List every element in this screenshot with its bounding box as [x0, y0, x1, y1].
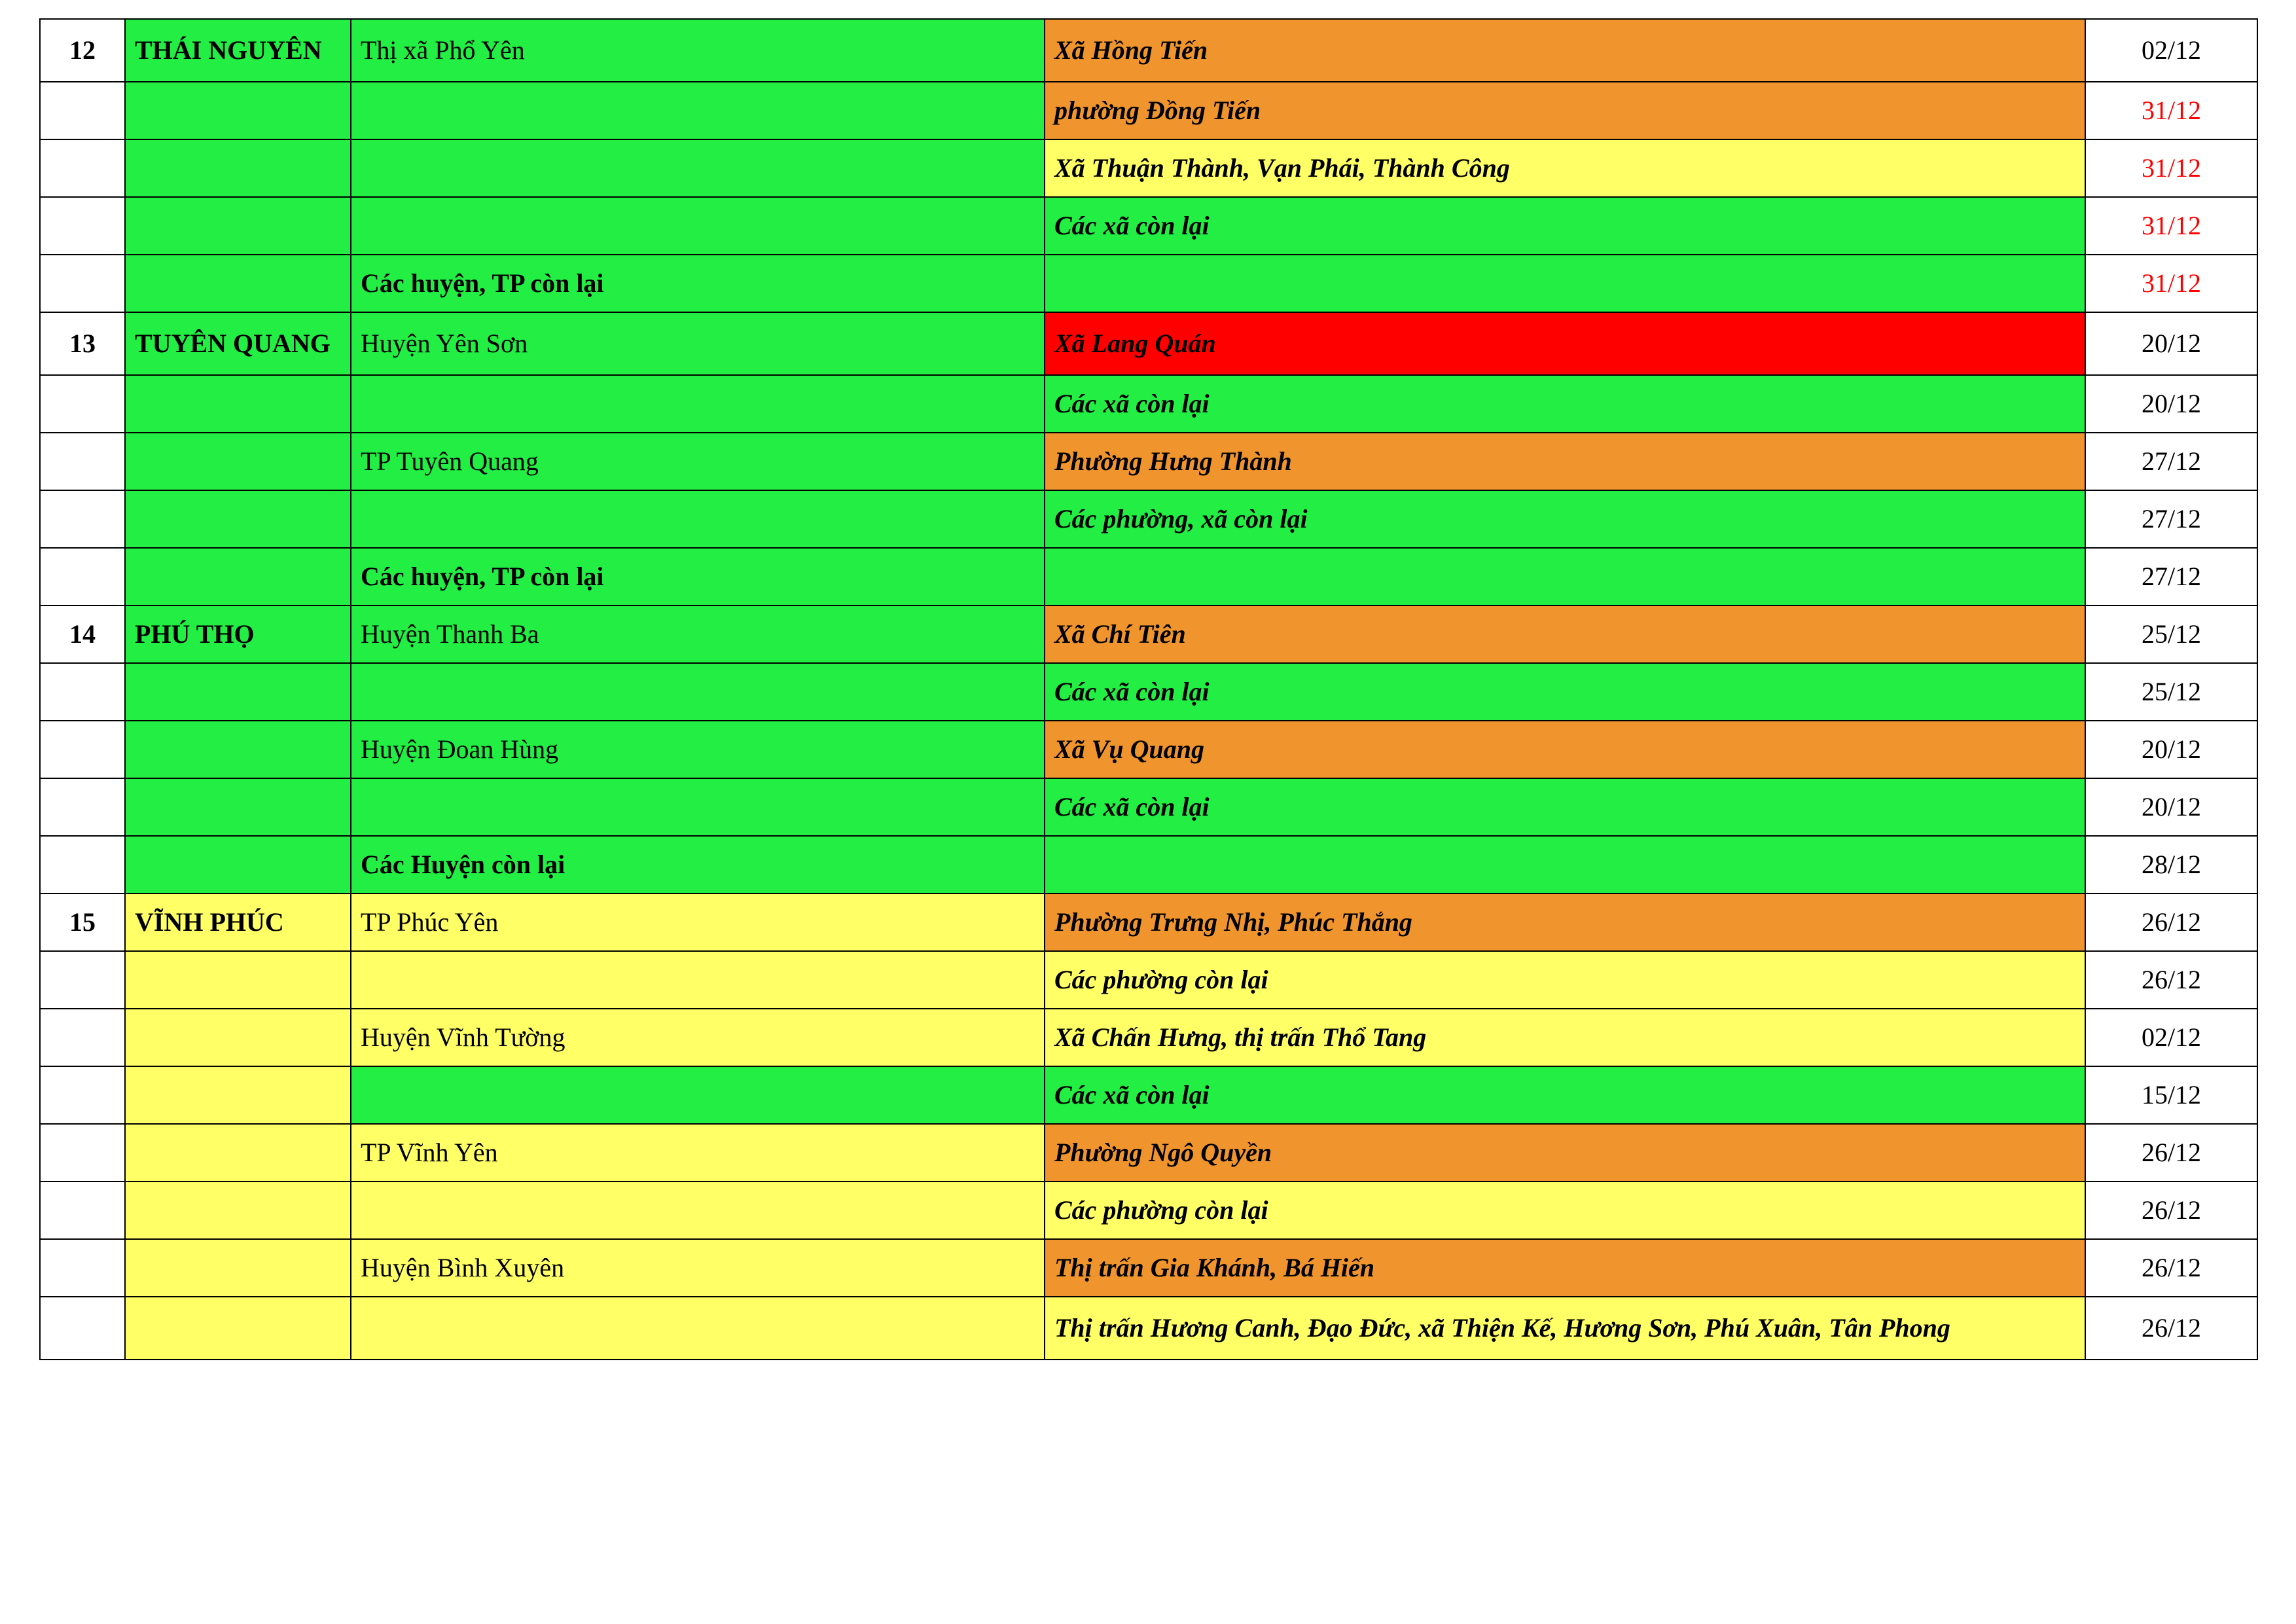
cell-province: [125, 433, 351, 490]
cell-date: 02/12: [2085, 1009, 2257, 1066]
cell-date: 27/12: [2085, 433, 2257, 490]
cell-date: 31/12: [2085, 82, 2257, 139]
cell-province: [125, 375, 351, 433]
cell-province: [125, 836, 351, 893]
cell-ward: Xã Chấn Hưng, thị trấn Thổ Tang: [1045, 1009, 2085, 1066]
table-row: [40, 197, 2257, 255]
cell-ward: Các xã còn lại: [1045, 197, 2085, 255]
cell-province: [125, 82, 351, 139]
cell-index: [40, 1239, 125, 1297]
cell-index: 12: [40, 19, 125, 82]
table-row: [40, 548, 2257, 605]
cell-province: [125, 951, 351, 1009]
cell-ward: Các xã còn lại: [1045, 778, 2085, 836]
cell-district: [351, 490, 1045, 548]
cell-index: [40, 1009, 125, 1066]
table-row: [40, 721, 2257, 778]
cell-date: 02/12: [2085, 19, 2257, 82]
cell-index: [40, 1297, 125, 1360]
cell-index: [40, 375, 125, 433]
cell-province: [125, 490, 351, 548]
cell-district: Huyện Vĩnh Tường: [351, 1009, 1045, 1066]
cell-ward: Phường Ngô Quyền: [1045, 1124, 2085, 1182]
cell-province: THÁI NGUYÊN: [125, 19, 351, 82]
cell-province: PHÚ THỌ: [125, 605, 351, 663]
cell-date: 26/12: [2085, 1182, 2257, 1239]
cell-index: [40, 197, 125, 255]
table-row: [40, 82, 2257, 139]
cell-index: [40, 548, 125, 605]
cell-index: [40, 663, 125, 721]
cell-date: 31/12: [2085, 139, 2257, 197]
cell-date: 26/12: [2085, 951, 2257, 1009]
cell-index: [40, 721, 125, 778]
cell-ward: Xã Hồng Tiến: [1045, 19, 2085, 82]
cell-district: [351, 82, 1045, 139]
cell-date: 27/12: [2085, 548, 2257, 605]
cell-ward: [1045, 548, 2085, 605]
cell-ward: Các phường còn lại: [1045, 1182, 2085, 1239]
table-row: [40, 433, 2257, 490]
cell-index: [40, 836, 125, 893]
table-row: [40, 1239, 2257, 1297]
cell-ward: Xã Lang Quán: [1045, 312, 2085, 375]
cell-ward: Phường Hưng Thành: [1045, 433, 2085, 490]
table-row: [40, 312, 2257, 375]
cell-ward: Xã Thuận Thành, Vạn Phái, Thành Công: [1045, 139, 2085, 197]
cell-ward: Thị trấn Hương Canh, Đạo Đức, xã Thiện Kế, Hương Sơn, Phú Xuân, Tân Phong: [1045, 1297, 2085, 1360]
cell-district: [351, 375, 1045, 433]
cell-province: TUYÊN QUANG: [125, 312, 351, 375]
cell-ward: Xã Vụ Quang: [1045, 721, 2085, 778]
table-row: [40, 663, 2257, 721]
cell-ward: Các phường còn lại: [1045, 951, 2085, 1009]
cell-district: Huyện Đoan Hùng: [351, 721, 1045, 778]
cell-district: [351, 951, 1045, 1009]
cell-index: [40, 82, 125, 139]
cell-date: 26/12: [2085, 893, 2257, 951]
cell-index: [40, 139, 125, 197]
cell-province: [125, 255, 351, 312]
cell-index: 13: [40, 312, 125, 375]
cell-province: [125, 1182, 351, 1239]
table-row: [40, 778, 2257, 836]
cell-index: [40, 1182, 125, 1239]
cell-district: Huyện Yên Sơn: [351, 312, 1045, 375]
cell-date: 20/12: [2085, 721, 2257, 778]
table-row: [40, 139, 2257, 197]
table-row: [40, 19, 2257, 82]
cell-district: [351, 663, 1045, 721]
cell-date: 26/12: [2085, 1239, 2257, 1297]
cell-province: [125, 139, 351, 197]
cell-index: [40, 1124, 125, 1182]
table-row: [40, 951, 2257, 1009]
cell-date: 25/12: [2085, 605, 2257, 663]
cell-district: Các huyện, TP còn lại: [351, 255, 1045, 312]
cell-ward: Các xã còn lại: [1045, 1066, 2085, 1124]
cell-ward: Các phường, xã còn lại: [1045, 490, 2085, 548]
cell-ward: phường Đồng Tiến: [1045, 82, 2085, 139]
table-row: [40, 836, 2257, 893]
cell-date: 25/12: [2085, 663, 2257, 721]
cell-date: 20/12: [2085, 375, 2257, 433]
table-row: [40, 1066, 2257, 1124]
cell-date: 26/12: [2085, 1297, 2257, 1360]
cell-ward: [1045, 255, 2085, 312]
table-row: [40, 1009, 2257, 1066]
cell-district: [351, 1297, 1045, 1360]
cell-ward: Các xã còn lại: [1045, 375, 2085, 433]
cell-index: [40, 951, 125, 1009]
cell-province: [125, 1009, 351, 1066]
cell-district: TP Phúc Yên: [351, 893, 1045, 951]
table-row: [40, 490, 2257, 548]
cell-province: [125, 197, 351, 255]
cell-province: [125, 663, 351, 721]
cell-date: 31/12: [2085, 255, 2257, 312]
cell-index: 15: [40, 893, 125, 951]
cell-district: Các huyện, TP còn lại: [351, 548, 1045, 605]
cell-district: Huyện Bình Xuyên: [351, 1239, 1045, 1297]
cell-ward: [1045, 836, 2085, 893]
cell-ward: Phường Trưng Nhị, Phúc Thắng: [1045, 893, 2085, 951]
table-row: [40, 1182, 2257, 1239]
cell-date: 20/12: [2085, 778, 2257, 836]
cell-index: [40, 1066, 125, 1124]
cell-date: 27/12: [2085, 490, 2257, 548]
cell-ward: Xã Chí Tiên: [1045, 605, 2085, 663]
cell-date: 28/12: [2085, 836, 2257, 893]
cell-index: [40, 433, 125, 490]
cell-district: Huyện Thanh Ba: [351, 605, 1045, 663]
table-row: [40, 1297, 2257, 1360]
cell-index: 14: [40, 605, 125, 663]
covid-risk-level-table: [39, 18, 2258, 1360]
cell-index: [40, 778, 125, 836]
table-row: [40, 605, 2257, 663]
cell-district: Thị xã Phổ Yên: [351, 19, 1045, 82]
cell-district: [351, 197, 1045, 255]
cell-district: [351, 1066, 1045, 1124]
cell-district: TP Tuyên Quang: [351, 433, 1045, 490]
cell-province: [125, 1297, 351, 1360]
cell-index: [40, 490, 125, 548]
table-row: [40, 255, 2257, 312]
cell-province: VĨNH PHÚC: [125, 893, 351, 951]
cell-district: [351, 1182, 1045, 1239]
cell-province: [125, 1124, 351, 1182]
cell-ward: Thị trấn Gia Khánh, Bá Hiến: [1045, 1239, 2085, 1297]
cell-district: [351, 778, 1045, 836]
cell-province: [125, 721, 351, 778]
table-row: [40, 375, 2257, 433]
cell-date: 31/12: [2085, 197, 2257, 255]
cell-district: TP Vĩnh Yên: [351, 1124, 1045, 1182]
cell-province: [125, 1066, 351, 1124]
cell-province: [125, 778, 351, 836]
cell-district: [351, 139, 1045, 197]
table-row: [40, 893, 2257, 951]
cell-province: [125, 548, 351, 605]
cell-date: 20/12: [2085, 312, 2257, 375]
cell-date: 15/12: [2085, 1066, 2257, 1124]
cell-district: Các Huyện còn lại: [351, 836, 1045, 893]
cell-ward: Các xã còn lại: [1045, 663, 2085, 721]
table-body: [40, 19, 2257, 1360]
cell-index: [40, 255, 125, 312]
table-row: [40, 1124, 2257, 1182]
cell-date: 26/12: [2085, 1124, 2257, 1182]
cell-province: [125, 1239, 351, 1297]
